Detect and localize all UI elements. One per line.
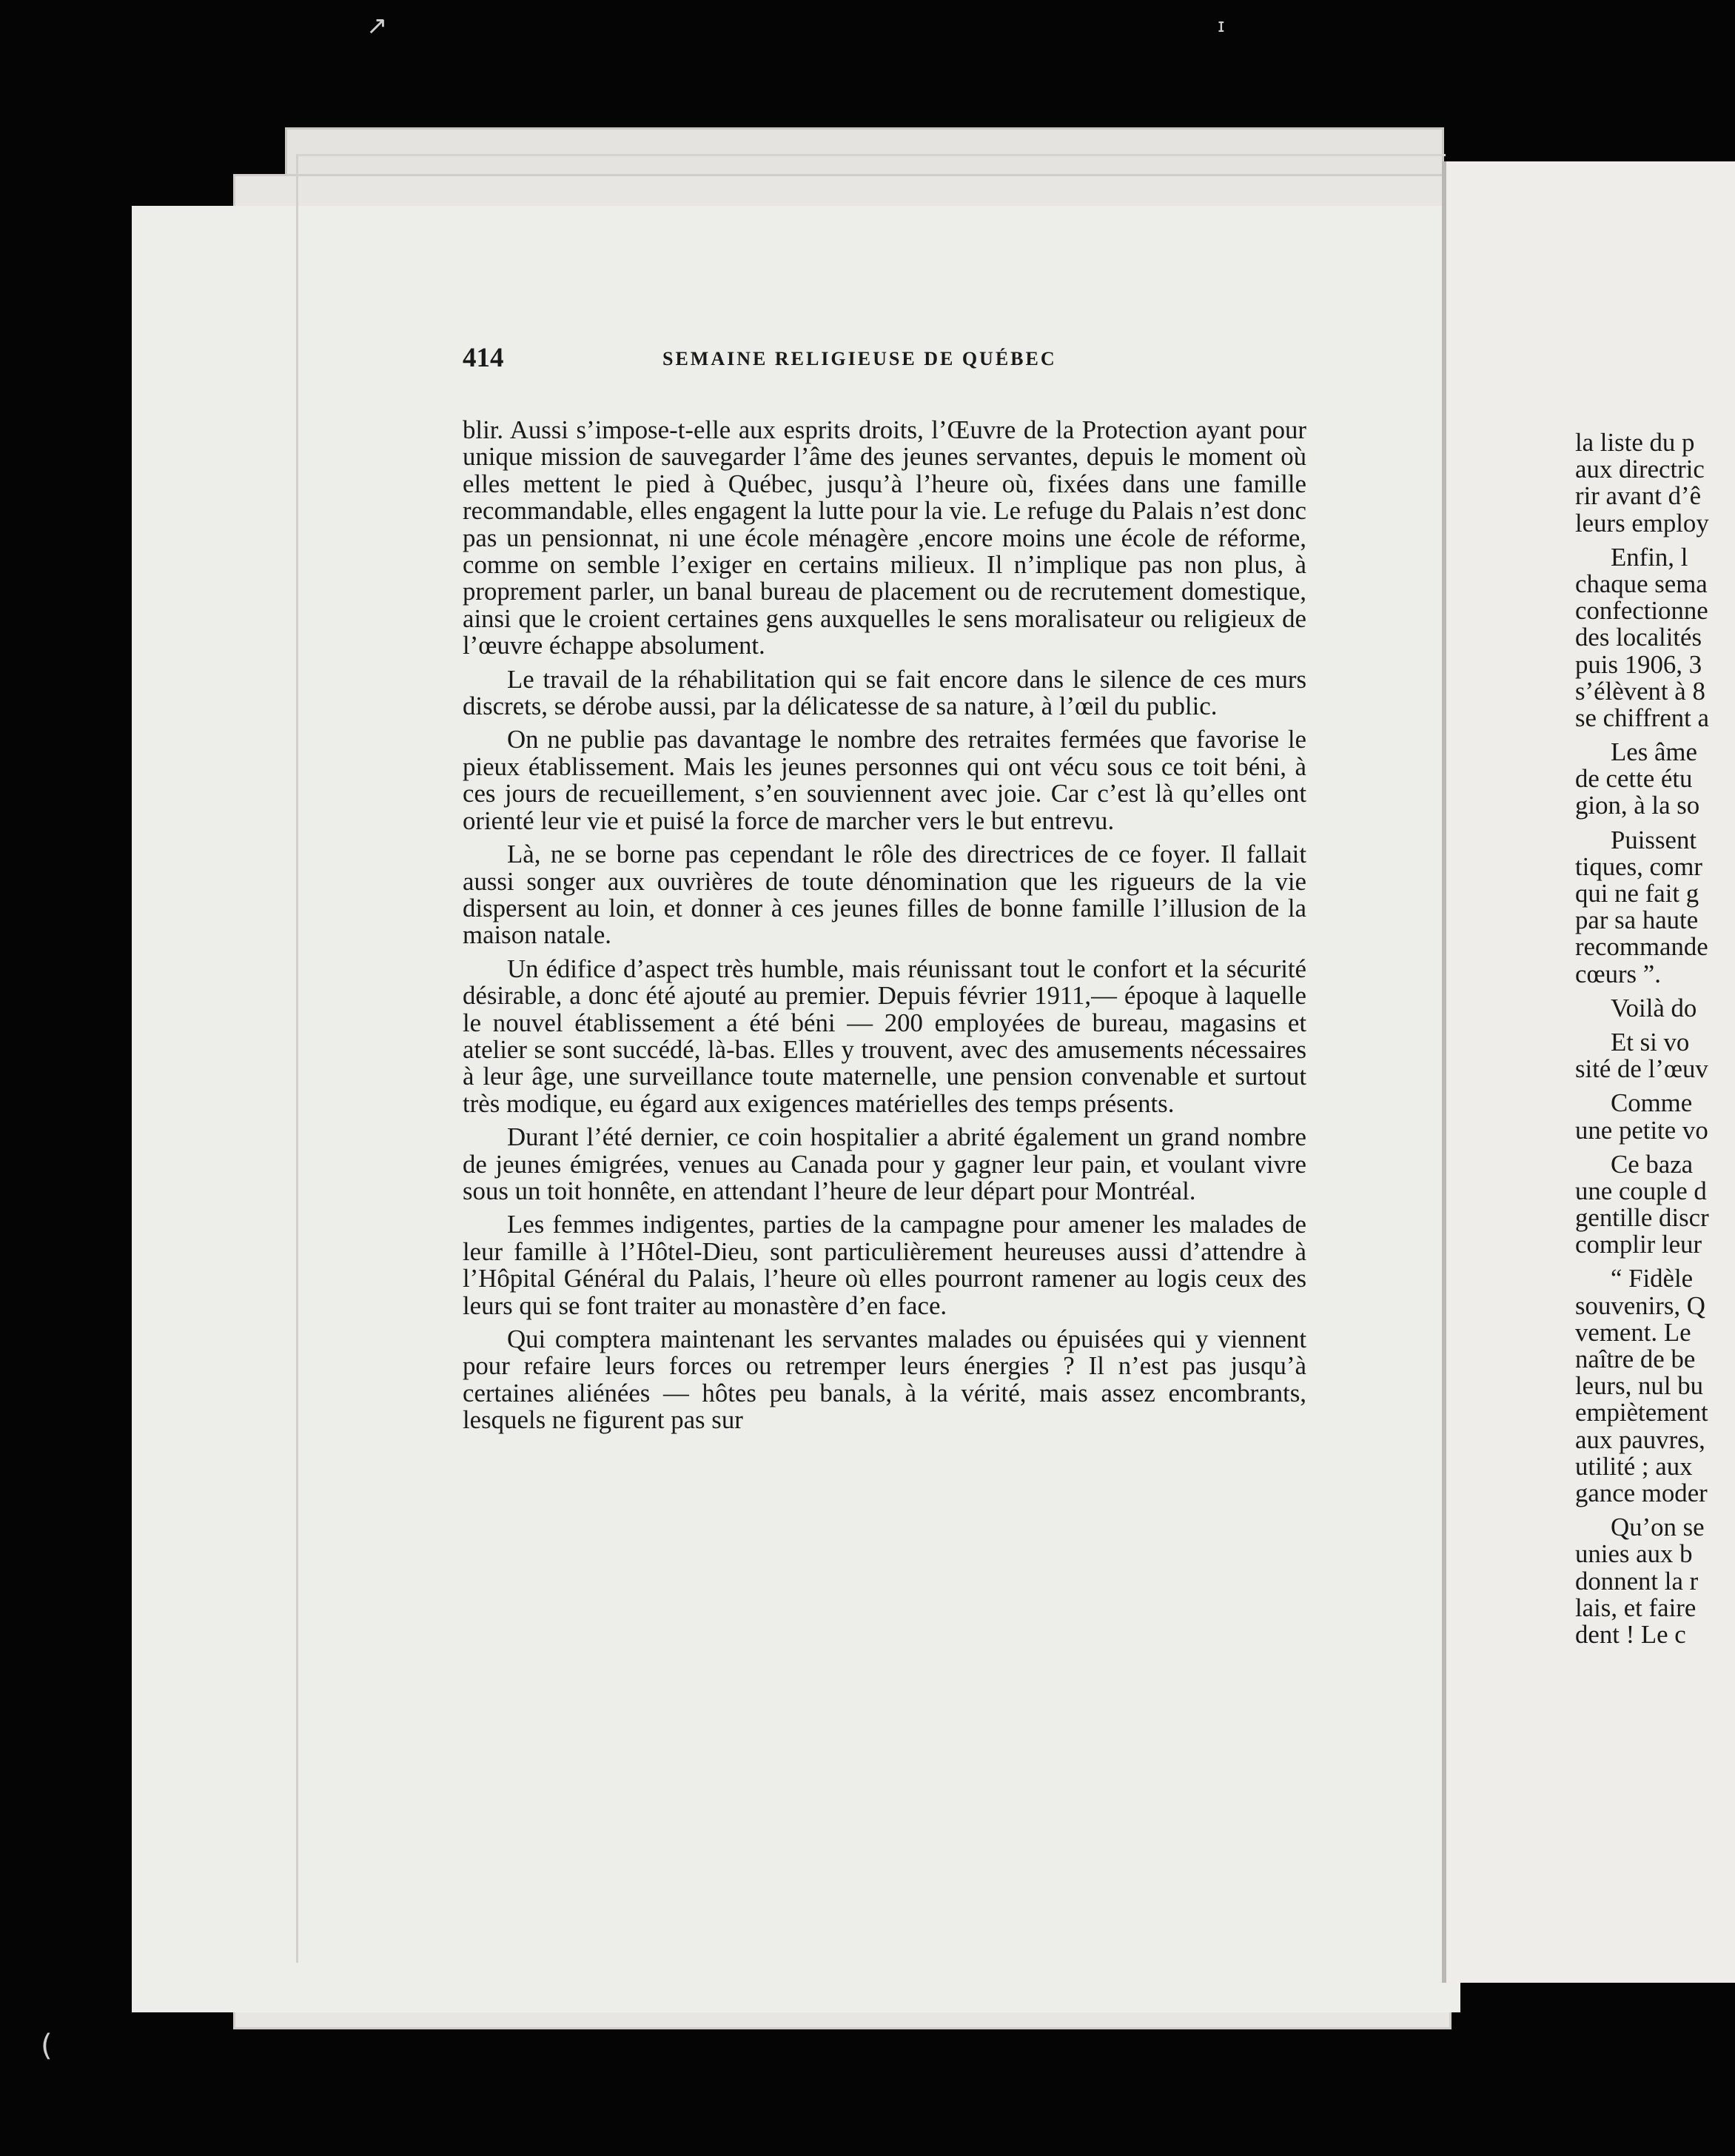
left-page-body <box>463 417 1306 1434</box>
right-page-line: la liste du p <box>1575 429 1695 457</box>
right-page-line: Et si vo <box>1611 1027 1690 1057</box>
right-page-line: Enfin, l <box>1611 542 1688 572</box>
right-page-line: Puissent <box>1611 825 1697 854</box>
film-speck: ↗ <box>366 11 388 41</box>
film-speck: ɪ <box>1218 15 1225 37</box>
right-page-line: unies aux b <box>1575 1539 1693 1569</box>
right-page-line: gion, à la so <box>1575 791 1700 820</box>
right-page-line: aux pauvres, <box>1575 1424 1705 1454</box>
paragraph: Là, ne se borne pas cependant le rôle des directrices de ce foyer. Il fallait aussi songer aux ouvrières de toute dénomination que les rigueurs de la vie dispersent au loin, et donner à ces jeunes filles de bonne famille l’illusion de la maison natale. <box>463 840 1306 950</box>
right-page-line: se chiffrent a <box>1575 703 1709 732</box>
right-page-line: vement. Le <box>1575 1317 1691 1347</box>
right-page-line: aux directric <box>1575 455 1705 484</box>
right-page-line: souvenirs, Q <box>1575 1290 1705 1320</box>
right-page-line: leurs employ <box>1575 508 1709 538</box>
right-page-line: cœurs ”. <box>1575 959 1661 988</box>
right-page-line: puis 1906, 3 <box>1575 649 1702 679</box>
page-header <box>463 342 1295 379</box>
paragraph: Les femmes indigentes, parties de la campagne pour amener les malades de leur famille à l’Hôtel-Dieu, sont particulièrement heureuses aussi d’attendre à l’Hôpital Général du Palais, l’heure où elles pourront ramener au logis ceux des leurs qui se font traiter au monastère d’en face. <box>463 1210 1306 1320</box>
right-page-line: lais, et faire <box>1575 1593 1697 1622</box>
right-page-line: dent ! Le c <box>1575 1619 1686 1649</box>
right-page-line: “ Fidèle <box>1611 1264 1694 1293</box>
right-page-line: confectionne <box>1575 596 1708 626</box>
right-page-line: empiètement <box>1575 1398 1708 1427</box>
right-page-line: Les âme <box>1611 737 1697 767</box>
right-page-line: gentille discr <box>1575 1203 1709 1233</box>
paragraph: On ne publie pas davantage le nombre des retraites fermées que favorise le pieux établissement. Mais les jeunes personnes qui ont vécu sous ce toit béni, à ces jours de recueillement, s’en souviennent avec joie. Car c’est là qu’elles ont orienté leur vie et puisé la force de marcher vers le but entrevu. <box>463 725 1306 835</box>
right-page-body <box>1575 429 1735 1648</box>
film-speck: ( <box>41 2029 53 2063</box>
right-page-line: naître de be <box>1575 1345 1696 1373</box>
right-page-line: recommande <box>1575 932 1708 962</box>
right-page-line: complir leur <box>1575 1230 1702 1259</box>
right-page-line: une petite vo <box>1575 1115 1708 1145</box>
right-page-line: utilité ; aux <box>1575 1451 1693 1481</box>
paragraph: Un édifice d’aspect très humble, mais réunissant tout le confort et la sécurité désirable, a donc été ajouté au premier. Depuis février 1911,— époque à laquelle le nouvel établissement a été béni — 200 employées de bureau, magasins et atelier se sont succédé, là-bas. Elles y trouvent, avec des amusements nécessaires à leur âge, une surveillance toute maternelle, une pension convenable et surtout très modique, eu égard aux exigences matérielles des temps présents. <box>463 954 1306 1118</box>
right-page-line: qui ne fait g <box>1575 879 1699 908</box>
paragraph: blir. Aussi s’impose-t-elle aux esprits droits, l’Œuvre de la Protection ayant pour unique mission de sauvegarder l’âme des jeunes servantes, depuis le moment où elles mettent le pied à Québec, jusqu’à l’heure où, fixées dans une famille recommandable, elles engagent la lutte pour la vie. Le refuge du Palais n’est donc pas un pensionnat, ni une école ménagère ,encore moins une école de réforme, comme on semble l’exiger en certains milieux. Il n’implique pas non plus, à proprement parler, un banal bureau de placement ou de recrutement domestique, ainsi que le croient certaines gens auxquelles le sens moralisateur ou religieux de l’œuvre échappe absolument. <box>463 415 1306 660</box>
right-page-line: Qu’on se <box>1611 1513 1705 1542</box>
right-page-line: tiques, comr <box>1575 851 1703 881</box>
right-page-line: Ce baza <box>1611 1149 1694 1179</box>
running-title: SEMAINE RELIGIEUSE DE QUÉBEC <box>662 348 1057 369</box>
right-page-line: de cette étu <box>1575 764 1693 794</box>
right-page-line: Voilà do <box>1611 993 1697 1022</box>
right-page-line: des localités <box>1575 623 1702 652</box>
right-page-line: Comme <box>1611 1088 1693 1118</box>
right-page-line: leurs, nul bu <box>1575 1371 1703 1401</box>
paragraph: Le travail de la réhabilitation qui se fait encore dans le silence de ces murs discrets, se dérobe aussi, par la délicatesse de sa nature, à l’œil du public. <box>463 664 1306 721</box>
page-number: 414 <box>463 343 504 373</box>
right-page-line: donnent la r <box>1575 1566 1699 1596</box>
right-page-line: par sa haute <box>1575 905 1699 935</box>
right-page-line: rir avant d’ê <box>1575 481 1702 511</box>
right-page-line: chaque sema <box>1575 569 1708 598</box>
paragraph: Durant l’été dernier, ce coin hospitalier a abrité également un grand nombre de jeunes émigrées, venues au Canada pour y gagner leur pain, et voulant vivre sous un toit honnête, en attendant l’heure de leur départ pour Montréal. <box>463 1122 1306 1205</box>
right-page-line: gance moder <box>1575 1478 1708 1507</box>
right-page-line: s’élèvent à 8 <box>1575 676 1705 706</box>
paragraph: Qui comptera maintenant les servantes malades ou épuisées qui y viennent pour refaire leurs forces ou retremper leurs énergies ? Il n’est pas jusqu’à certaines aliénées — hôtes peu banals, à la vérité, mais assez encombrants, lesquels ne figurent pas sur <box>463 1325 1306 1435</box>
right-page-line: une couple d <box>1575 1176 1707 1205</box>
right-page-line: sité de l’œuv <box>1575 1054 1708 1084</box>
